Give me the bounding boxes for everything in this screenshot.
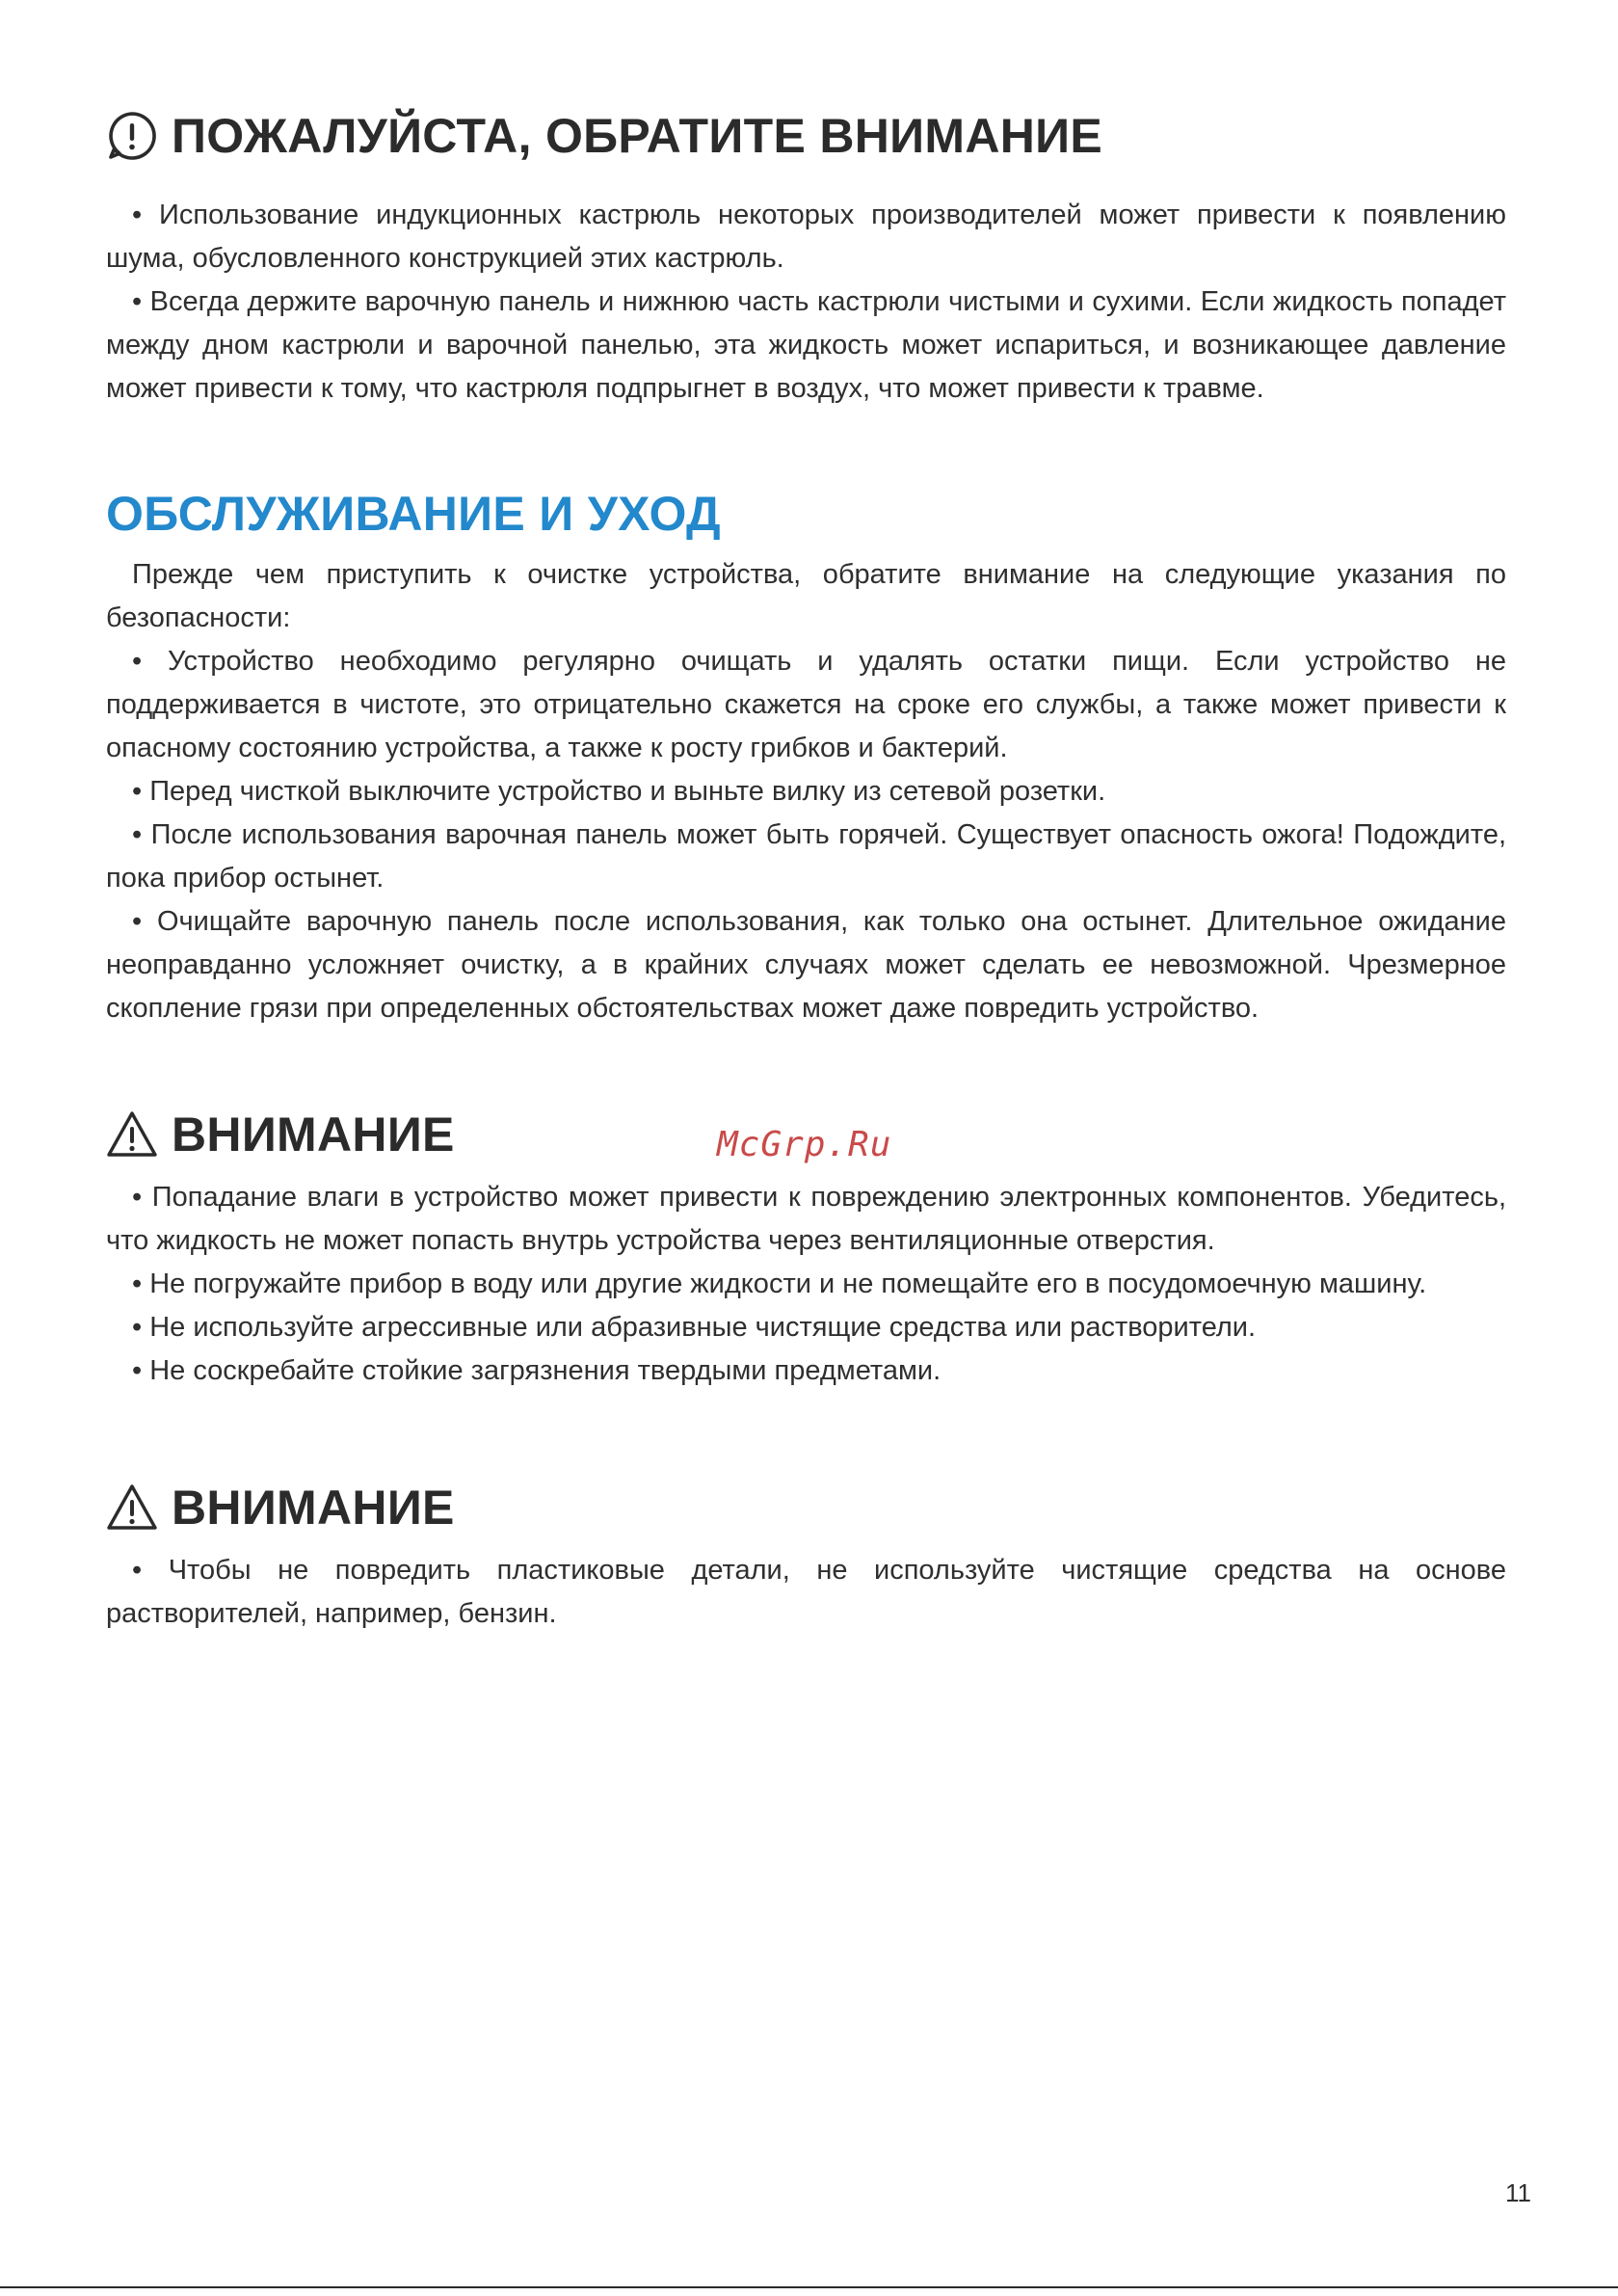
notice-section — [106, 110, 1506, 411]
warning-triangle-icon — [106, 1108, 158, 1161]
warning-paragraph: • Не погружайте прибор в воду или другие жидкости и не помещайте его в посудомоечную машину. — [132, 1268, 1427, 1299]
bottom-rule — [0, 2286, 1618, 2288]
notice-paragraph: • Использование индукционных кастрюль некоторых производителей может привести к появлению шума, обусловленного конструкцией этих кастрюль. — [106, 200, 1506, 274]
warning-paragraph: • Не соскребайте стойкие загрязнения твердыми предметами. — [132, 1355, 942, 1386]
maintenance-heading — [106, 487, 1506, 541]
notice-paragraph: • Всегда держите варочную панель и нижнюю часть кастрюли чистыми и сухими. Если жидкость попадет между дном кастрюли и варочной панелью, эта жидкость может испариться, и возникающее давление может привести к тому, что кастрюля подпрыгнет в воздух, что может привести к травме. — [106, 286, 1506, 404]
info-exclamation-icon — [106, 110, 158, 162]
page-number: 11 — [1505, 2178, 1531, 2207]
maintenance-paragraph: • После использования варочная панель может быть горячей. Существует опасность ожога! Подождите, пока прибор остынет. — [106, 819, 1506, 894]
warning-heading-2 — [106, 1482, 1506, 1534]
warning-section-2 — [106, 1482, 1506, 1636]
warning-triangle-icon — [106, 1482, 158, 1534]
watermark: McGrp.Ru — [717, 1125, 892, 1164]
warning-paragraph: • Попадание влаги в устройство может привести к повреждению электронных компонентов. Убедитесь, что жидкость не может попасть внутрь устройства через вентиляционные отверстия. — [106, 1182, 1506, 1256]
warning-title-2: ВНИМАНИЕ — [172, 1481, 455, 1535]
maintenance-paragraph: Прежде чем приступить к очистке устройства, обратите внимание на следующие указания по безопасности: — [106, 559, 1506, 633]
warning-paragraph-2: • Чтобы не повредить пластиковые детали, не используйте чистящие средства на основе растворителей, например, бензин. — [106, 1555, 1506, 1629]
warning-paragraph: • Не используйте агрессивные или абразивные чистящие средства или растворители. — [132, 1312, 1257, 1343]
warning-title: ВНИМАНИЕ — [172, 1108, 455, 1161]
maintenance-paragraph: • Устройство необходимо регулярно очищать и удалять остатки пищи. Если устройство не поддерживается в чистоте, это отрицательно скажется на сроке его службы, а также может привести к опасному состоянию устройства, а также к росту грибков и бактерий. — [106, 646, 1506, 763]
maintenance-paragraph: • Перед чисткой выключите устройство и выньте вилку из сетевой розетки. — [132, 776, 1106, 807]
notice-heading — [106, 110, 1506, 162]
maintenance-paragraph: • Очищайте варочную панель после использования, как только она остынет. Длительное ожидание неоправданно усложняет очистку, а в крайних случаях может сделать ее невозможной. Чрезмерное скопление грязи при определенных обстоятельствах может даже повредить устройство. — [106, 906, 1506, 1024]
notice-title: ПОЖАЛУЙСТА, ОБРАТИТЕ ВНИМАНИЕ — [172, 109, 1103, 163]
maintenance-section — [106, 487, 1506, 1030]
maintenance-title: ОБСЛУЖИВАНИЕ И УХОД — [106, 487, 721, 541]
